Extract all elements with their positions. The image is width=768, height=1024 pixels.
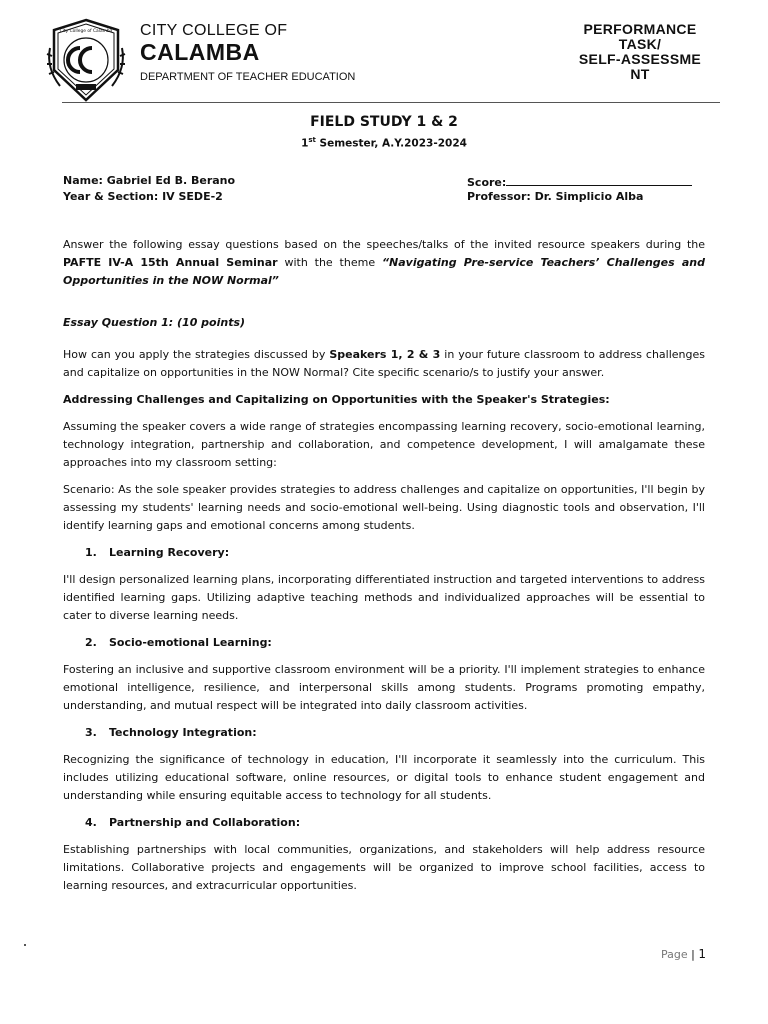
strategy-heading xyxy=(63,544,705,562)
strategy-number: 3. xyxy=(85,726,97,739)
svg-text:City College of Calamba: City College of Calamba xyxy=(59,29,113,34)
score-field xyxy=(467,174,692,189)
header-divider xyxy=(62,102,720,103)
question-text: How can you apply the strategies discussed by xyxy=(63,348,330,361)
college-name-top: CITY COLLEGE OF xyxy=(140,22,288,39)
answer-assumption-paragraph: Assuming the speaker covers a wide range of strategies encompassing learning recovery, socio-emotional learning, technology integration, partnership and collaboration, and competence development, I will amalgamate these approaches into my classroom setting: xyxy=(63,420,705,469)
college-name-main: CALAMBA xyxy=(140,39,260,65)
page-number-value: 1 xyxy=(698,947,706,961)
semester-text: Semester, A.Y.2023-2024 xyxy=(315,137,467,150)
strategy-heading xyxy=(63,814,705,832)
strategy-heading xyxy=(63,634,705,652)
answer-heading: Addressing Challenges and Capitalizing on Opportunities with the Speaker's Strategies: xyxy=(63,393,610,406)
strategy-paragraph: I'll design personalized learning plans, incorporating differentiated instruction and targeted interventions to address identified learning gaps. Utilizing adaptive teaching methods and individualized approaches will be essential to cater to diverse learning needs. xyxy=(63,573,705,622)
strategy-number: 2. xyxy=(85,636,97,649)
professor-name: Professor: Dr. Simplicio Alba xyxy=(467,190,644,203)
task-type-line: SELF-ASSESSME xyxy=(578,51,702,67)
score-label: Score: xyxy=(467,176,507,189)
strategy-paragraph: Recognizing the significance of technology in education, I'll incorporate it seamlessly into the curriculum. This includes utilizing educational software, online resources, or digital tools to enhance student engagement and understanding while ensuring equitable access to technology for all students. xyxy=(63,753,705,802)
strategy-title: Technology Integration: xyxy=(109,726,257,739)
question-text: in your future classroom to address challenges and capitalize on opportunities in the NOW Normal? Cite specific scenario/s to justify your answer. xyxy=(63,348,706,379)
page-number xyxy=(661,947,706,961)
strategy-paragraph: Establishing partnerships with local communities, organizations, and stakeholders will help address resource limitations. Collaborative projects and engagements will be organized to improve school facilities, access to learning resources, and extracurricular opportunities. xyxy=(63,843,705,892)
document-title: FIELD STUDY 1 & 2 xyxy=(310,114,458,130)
strategy-number: 1. xyxy=(85,546,97,559)
page-separator: | xyxy=(691,948,695,961)
student-name: Name: Gabriel Ed B. Berano xyxy=(63,174,236,187)
task-type-label xyxy=(556,22,724,82)
essay-question-text xyxy=(63,346,705,382)
essay-question-heading: Essay Question 1: (10 points) xyxy=(63,316,246,329)
strategy-heading xyxy=(63,724,705,742)
speakers-label: Speakers 1, 2 & 3 xyxy=(329,348,441,361)
strategy-paragraph: Fostering an inclusive and supportive classroom environment will be a priority. I'll implement strategies to enhance emotional intelligence, resilience, and interpersonal skills among students. Programs promoting empathy, understanding, and mutual respect will be integrated into daily classroom activities. xyxy=(63,663,705,712)
document-body xyxy=(63,236,705,904)
answer-scenario-paragraph: Scenario: As the sole speaker provides strategies to address challenges and capitalize on opportunities, I'll begin by assessing my students' learning needs and socio-emotional well-being. Using diagnostic tools and observation, I'll identify learning gaps and emotional concerns among students. xyxy=(63,483,705,532)
instructions-text: with the theme xyxy=(277,256,382,269)
strategy-title: Learning Recovery: xyxy=(109,546,230,559)
strategy-number: 4. xyxy=(85,816,97,829)
task-type-line: NT xyxy=(630,66,650,82)
instructions-paragraph xyxy=(63,236,705,290)
semester-number: 1 xyxy=(301,137,309,150)
department-name: DEPARTMENT OF TEACHER EDUCATION xyxy=(140,71,356,83)
instructions-text: Answer the following essay questions based on the speeches/talks of the invited resource speakers during the xyxy=(63,238,705,251)
scan-speck xyxy=(24,944,26,946)
college-logo xyxy=(44,18,128,102)
strategy-title: Socio-emotional Learning: xyxy=(109,636,272,649)
seminar-name: PAFTE IV-A 15th Annual Seminar xyxy=(63,256,278,269)
task-type-line: TASK/ xyxy=(618,36,662,52)
strategy-title: Partnership and Collaboration: xyxy=(109,816,301,829)
document-subtitle xyxy=(0,136,768,150)
seminar-theme: “Navigating Pre-service Teachers’ Challenges and Opportunities in the NOW Normal” xyxy=(63,256,705,287)
score-blank xyxy=(506,174,692,186)
page-label: Page xyxy=(661,948,688,961)
year-section: Year & Section: IV SEDE-2 xyxy=(63,190,223,203)
task-type-line: PERFORMANCE xyxy=(583,21,697,37)
semester-suffix: st xyxy=(308,136,316,144)
